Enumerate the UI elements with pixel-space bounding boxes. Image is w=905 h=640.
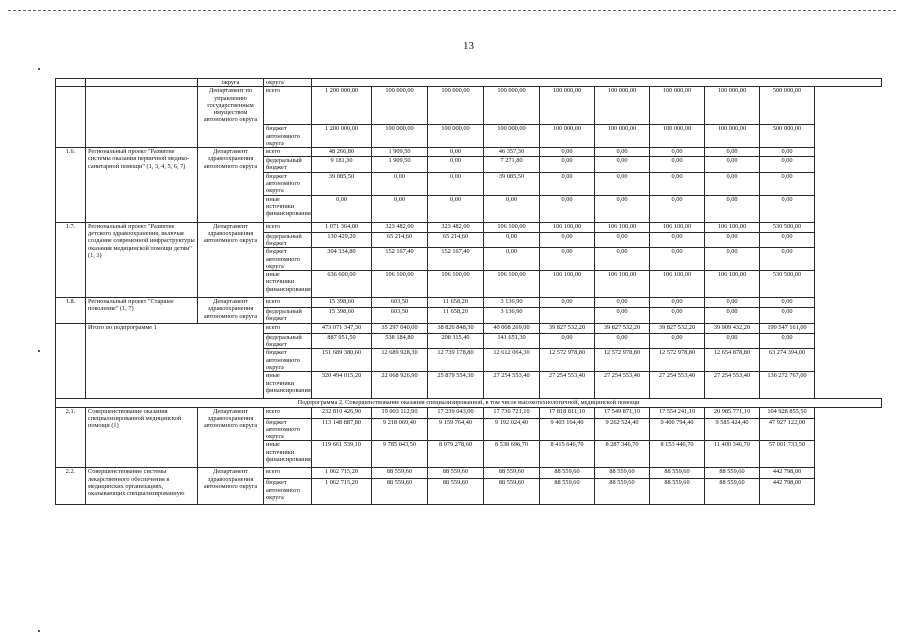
table-cell: 47 927 122,00 xyxy=(760,418,815,441)
table-cell: 27 254 553,40 xyxy=(540,372,595,399)
table-cell: 538 184,80 xyxy=(372,333,428,349)
table-cell: 0,00 xyxy=(540,148,595,157)
table-cell: 88 559,60 xyxy=(705,468,760,479)
table-cell: 0,00 xyxy=(540,333,595,349)
table-cell: 100 000,00 xyxy=(705,125,760,148)
table-cell: 130 429,20 xyxy=(312,232,372,248)
table-cell: 100 000,00 xyxy=(372,125,428,148)
table-cell: 17 549 871,10 xyxy=(595,407,650,418)
table-cell: 119 661 539,10 xyxy=(312,441,372,468)
table-cell: 106 100,00 xyxy=(705,271,760,298)
table-cell: 0,00 xyxy=(595,172,650,195)
table-cell: 11 658,20 xyxy=(428,308,484,324)
table-cell: Совершенствование оказания специализированной медицинской помощи (1) xyxy=(86,407,198,468)
table-row xyxy=(56,222,882,232)
table-cell: 106 100,00 xyxy=(372,271,428,298)
table-cell: 530 500,00 xyxy=(760,271,815,298)
table-row xyxy=(56,468,882,479)
table-cell: бюджет автономного округа xyxy=(264,125,312,148)
table-row xyxy=(56,87,882,125)
table-cell: бюджет автономного округа xyxy=(264,349,312,372)
table-cell: 0,00 xyxy=(428,195,484,222)
table-cell: 27 254 553,40 xyxy=(595,372,650,399)
table-cell: 0,00 xyxy=(760,308,815,324)
table-cell: 19 003 112,90 xyxy=(372,407,428,418)
margin-dot xyxy=(38,68,40,70)
table-cell: 636 600,00 xyxy=(312,271,372,298)
table-cell: 0,00 xyxy=(428,157,484,173)
table-cell: 15 398,60 xyxy=(312,308,372,324)
table-cell: 17 239 043,00 xyxy=(428,407,484,418)
table-cell: всего xyxy=(264,148,312,157)
table-cell: 0,00 xyxy=(705,195,760,222)
table-cell: 9 262 524,40 xyxy=(595,418,650,441)
table-cell: Департамент здравоохранения автономного округа xyxy=(198,148,264,222)
table-cell: 88 559,60 xyxy=(705,479,760,505)
table-cell: 12 689 928,30 xyxy=(372,349,428,372)
table-cell: 0,00 xyxy=(705,298,760,308)
table-cell: 39 827 532,20 xyxy=(540,323,595,333)
table-cell: 1 200 000,00 xyxy=(312,87,372,125)
table-cell: 136 272 767,00 xyxy=(760,372,815,399)
table-cell: 0,00 xyxy=(705,333,760,349)
table-cell: 106 100,00 xyxy=(484,271,540,298)
table-cell: Региональный проект "Старшее поколение" (1, 7) xyxy=(86,298,198,324)
table-cell: 12 572 978,80 xyxy=(595,349,650,372)
table-cell: 0,00 xyxy=(484,232,540,248)
table-cell: 1 909,50 xyxy=(372,157,428,173)
table-cell: 12 654 878,80 xyxy=(705,349,760,372)
table-cell: 12 572 978,80 xyxy=(540,349,595,372)
table-cell: Подпрограмма 2. Совершенствование оказания специализированной, в том числе высокотехнологичной, медицинской помощи xyxy=(56,399,882,407)
table-cell: 12 572 978,80 xyxy=(650,349,705,372)
table-cell: 88 559,60 xyxy=(372,479,428,505)
table-cell: 9 192 024,40 xyxy=(484,418,540,441)
table-cell: 3 136,90 xyxy=(484,308,540,324)
table-cell: 0,00 xyxy=(540,172,595,195)
table-cell: 65 214,60 xyxy=(428,232,484,248)
table-cell: 100 000,00 xyxy=(428,87,484,125)
table-cell: Департамент по управлению государственным имуществом автономного округа xyxy=(198,87,264,148)
table-cell: 46 357,30 xyxy=(484,148,540,157)
table-cell: 0,00 xyxy=(595,298,650,308)
scan-edge-line xyxy=(8,10,896,11)
table-cell: 88 559,60 xyxy=(428,468,484,479)
table-cell: иные источники финансирования xyxy=(264,372,312,399)
table-cell: 27 254 553,40 xyxy=(705,372,760,399)
table-row xyxy=(56,298,882,308)
margin-dot xyxy=(38,630,40,632)
table-cell: 1.6. xyxy=(56,148,86,222)
table-row xyxy=(56,148,882,157)
table-cell: округа xyxy=(264,79,312,87)
table-cell: бюджет автономного округа xyxy=(264,418,312,441)
table-cell: 88 559,60 xyxy=(372,468,428,479)
table-cell xyxy=(56,79,86,87)
table-cell: 232 810 426,90 xyxy=(312,407,372,418)
table-cell: 500 000,00 xyxy=(760,87,815,125)
table-cell: всего xyxy=(264,298,312,308)
table-cell: 40 008 269,00 xyxy=(484,323,540,333)
table-cell: 0,00 xyxy=(428,172,484,195)
table-cell: 27 254 553,40 xyxy=(650,372,705,399)
table-cell: 8 538 696,70 xyxy=(484,441,540,468)
table-cell: 208 115,40 xyxy=(428,333,484,349)
table-cell: 0,00 xyxy=(540,232,595,248)
table-cell: 88 559,60 xyxy=(484,479,540,505)
table-cell: 57 001 733,50 xyxy=(760,441,815,468)
table-cell: 0,00 xyxy=(595,308,650,324)
table-cell: 0,00 xyxy=(595,195,650,222)
table-cell: 1 071 364,00 xyxy=(312,222,372,232)
table-cell: 0,00 xyxy=(760,232,815,248)
table-cell: 88 559,60 xyxy=(650,468,705,479)
margin-dot xyxy=(38,350,40,352)
table-cell: 88 559,60 xyxy=(540,468,595,479)
table-cell: 88 559,60 xyxy=(650,479,705,505)
table-cell: 0,00 xyxy=(760,248,815,271)
table-cell: 2.2. xyxy=(56,468,86,505)
table-cell: иные источники финансирования xyxy=(264,441,312,468)
table-cell: 100 000,00 xyxy=(595,87,650,125)
table-cell: 0,00 xyxy=(372,195,428,222)
table-cell: 323 482,00 xyxy=(372,222,428,232)
table-cell: федеральный бюджет xyxy=(264,308,312,324)
table-cell: 0,00 xyxy=(540,248,595,271)
table-cell: Департамент здравоохранения автономного округа xyxy=(198,298,264,324)
table-cell: 473 071 347,30 xyxy=(312,323,372,333)
table-cell: 0,00 xyxy=(312,195,372,222)
table-cell: 0,00 xyxy=(595,148,650,157)
page-number: 13 xyxy=(463,40,474,52)
table-cell: Совершенствование системы лекарственного обеспечения в медицинских организациях, оказывающих специализированную xyxy=(86,468,198,505)
table-cell: 25 879 554,30 xyxy=(428,372,484,399)
table-cell: Департамент здравоохранения автономного округа xyxy=(198,407,264,468)
table-cell: 0,00 xyxy=(760,157,815,173)
table-cell: федеральный бюджет xyxy=(264,232,312,248)
table-cell: 1 062 715,20 xyxy=(312,468,372,479)
table-cell: 0,00 xyxy=(540,195,595,222)
table-cell: 0,00 xyxy=(705,308,760,324)
table-cell: 39 085,50 xyxy=(312,172,372,195)
table-cell xyxy=(86,87,198,148)
table-cell: 12 612 064,30 xyxy=(484,349,540,372)
table-cell: 603,50 xyxy=(372,298,428,308)
table-cell: всего xyxy=(264,407,312,418)
table-cell: 1 062 715,20 xyxy=(312,479,372,505)
table-cell: всего xyxy=(264,222,312,232)
table-cell: 0,00 xyxy=(760,172,815,195)
table-cell: 0,00 xyxy=(760,333,815,349)
table-cell: 2.1. xyxy=(56,407,86,468)
table-cell: 113 148 887,80 xyxy=(312,418,372,441)
table-cell: 48 266,80 xyxy=(312,148,372,157)
table-cell: 100 000,00 xyxy=(484,87,540,125)
table-cell xyxy=(312,79,882,87)
table-cell: 500 000,00 xyxy=(760,125,815,148)
table-cell: 0,00 xyxy=(595,248,650,271)
table-cell: Региональный проект "Развитие детского здравоохранения, включая создание современной инфраструктуры оказания медицинской помощи детям" (1, 3) xyxy=(86,222,198,297)
table-cell: 17 730 721,10 xyxy=(484,407,540,418)
table-cell: округа xyxy=(198,79,264,87)
table-cell: 0,00 xyxy=(705,157,760,173)
table-cell: 27 254 553,40 xyxy=(484,372,540,399)
table-cell: 88 559,60 xyxy=(595,468,650,479)
table-cell xyxy=(86,79,198,87)
table-cell: всего xyxy=(264,87,312,125)
table-cell: 887 951,50 xyxy=(312,333,372,349)
table-row xyxy=(56,399,882,407)
table-cell: 9 159 764,40 xyxy=(428,418,484,441)
table-cell: 0,00 xyxy=(595,232,650,248)
table-cell: иные источники финансирования xyxy=(264,271,312,298)
table-cell: 323 482,00 xyxy=(428,222,484,232)
table-cell: всего xyxy=(264,323,312,333)
table-cell: 0,00 xyxy=(595,157,650,173)
table-cell: 0,00 xyxy=(705,248,760,271)
table-cell: 141 651,30 xyxy=(484,333,540,349)
table-cell: 1 200 000,00 xyxy=(312,125,372,148)
table-cell: 0,00 xyxy=(650,195,705,222)
table-cell: 199 547 161,00 xyxy=(760,323,815,333)
table-cell: 100 000,00 xyxy=(595,125,650,148)
table-cell: 9 785 043,50 xyxy=(372,441,428,468)
table-cell: 106 100,00 xyxy=(650,222,705,232)
table-cell: 1.7. xyxy=(56,222,86,297)
table-cell: 106 100,00 xyxy=(484,222,540,232)
table-cell: 0,00 xyxy=(760,195,815,222)
table-cell: 530 500,00 xyxy=(760,222,815,232)
table-cell: 151 689 380,60 xyxy=(312,349,372,372)
table-row xyxy=(56,407,882,418)
table-cell: 11 658,20 xyxy=(428,298,484,308)
table-cell: 22 068 926,90 xyxy=(372,372,428,399)
table-cell: 7 271,80 xyxy=(484,157,540,173)
table-cell: 0,00 xyxy=(650,148,705,157)
table-cell: 0,00 xyxy=(650,172,705,195)
table-cell: 8 287 346,70 xyxy=(595,441,650,468)
table-cell: 12 739 178,80 xyxy=(428,349,484,372)
table-cell: бюджет автономного округа xyxy=(264,479,312,505)
table-cell: 11 400 346,70 xyxy=(705,441,760,468)
table-cell: 0,00 xyxy=(540,157,595,173)
table-cell: 106 100,00 xyxy=(650,271,705,298)
table-cell: Итого по подпрограмме 1 xyxy=(86,323,264,398)
table-cell: бюджет автономного округа xyxy=(264,248,312,271)
table-cell: 100 000,00 xyxy=(540,125,595,148)
table-cell: 20 985 771,10 xyxy=(705,407,760,418)
table-cell: 88 559,60 xyxy=(428,479,484,505)
table-cell: Региональный проект "Развитие системы оказания первичной медико-санитарной помощи" (1, 3, 4, 5, 6, 7) xyxy=(86,148,198,222)
table-cell: 39 827 532,20 xyxy=(595,323,650,333)
table-cell: 0,00 xyxy=(760,148,815,157)
table-cell: 442 798,00 xyxy=(760,479,815,505)
table-cell: 0,00 xyxy=(760,298,815,308)
table-cell: 39 085,50 xyxy=(484,172,540,195)
table-cell: 0,00 xyxy=(705,232,760,248)
table-row xyxy=(56,79,882,87)
table-cell: 0,00 xyxy=(428,148,484,157)
table-cell: 8 415 646,70 xyxy=(540,441,595,468)
table-cell xyxy=(540,308,595,324)
table-cell: 100 000,00 xyxy=(650,125,705,148)
table-cell: 0,00 xyxy=(705,148,760,157)
table-cell: 1 909,50 xyxy=(372,148,428,157)
table-cell: 603,50 xyxy=(372,308,428,324)
table-cell: 152 167,40 xyxy=(372,248,428,271)
table-cell: иные источники финансирования xyxy=(264,195,312,222)
table-cell: 304 334,80 xyxy=(312,248,372,271)
table-cell: 320 494 015,20 xyxy=(312,372,372,399)
table-cell: 3 136,90 xyxy=(484,298,540,308)
funding-table xyxy=(55,78,882,505)
table-cell: федеральный бюджет xyxy=(264,333,312,349)
table-cell: 88 559,60 xyxy=(540,479,595,505)
table-cell: 1.8. xyxy=(56,298,86,324)
table-cell: 17 554 241,10 xyxy=(650,407,705,418)
table-cell: 0,00 xyxy=(650,248,705,271)
table-cell: 0,00 xyxy=(372,172,428,195)
table-cell: 39 827 532,20 xyxy=(650,323,705,333)
table-cell: 0,00 xyxy=(595,333,650,349)
table-cell: 0,00 xyxy=(650,157,705,173)
table-cell: 88 559,60 xyxy=(595,479,650,505)
table-cell: 106 100,00 xyxy=(595,222,650,232)
table-cell: бюджет автономного округа xyxy=(264,172,312,195)
table-cell: 106 100,00 xyxy=(595,271,650,298)
table-cell: 65 214,60 xyxy=(372,232,428,248)
table-cell: 8 079 278,60 xyxy=(428,441,484,468)
table-cell: 63 274 394,00 xyxy=(760,349,815,372)
table-cell: 106 100,00 xyxy=(428,271,484,298)
table-cell: федеральный бюджет xyxy=(264,157,312,173)
table-cell: 88 559,60 xyxy=(484,468,540,479)
table-cell: 0,00 xyxy=(705,172,760,195)
table-cell: 152 167,40 xyxy=(428,248,484,271)
table-cell: 39 909 432,20 xyxy=(705,323,760,333)
table-cell: 106 100,00 xyxy=(540,271,595,298)
table-cell: 0,00 xyxy=(484,248,540,271)
table-cell: 9 181,30 xyxy=(312,157,372,173)
table-cell: 106 100,00 xyxy=(540,222,595,232)
table-cell xyxy=(56,87,86,148)
table-cell: 0,00 xyxy=(484,195,540,222)
table-cell: 100 000,00 xyxy=(540,87,595,125)
table-cell: 35 297 040,00 xyxy=(372,323,428,333)
table-cell: 0,00 xyxy=(650,232,705,248)
table-cell: 9 585 424,40 xyxy=(705,418,760,441)
table-cell: 100 000,00 xyxy=(705,87,760,125)
table-cell: Департамент здравоохранения автономного округа xyxy=(198,468,264,505)
table-cell: 38 826 848,30 xyxy=(428,323,484,333)
table-cell: 0,00 xyxy=(650,308,705,324)
table-cell: 106 100,00 xyxy=(705,222,760,232)
table-cell: 9 403 164,40 xyxy=(540,418,595,441)
table-cell: 15 398,60 xyxy=(312,298,372,308)
table-cell: 0,00 xyxy=(540,298,595,308)
table-cell: всего xyxy=(264,468,312,479)
table-cell: 442 798,00 xyxy=(760,468,815,479)
table-cell: 9 218 069,40 xyxy=(372,418,428,441)
table-cell: Департамент здравоохранения автономного округа xyxy=(198,222,264,297)
table-cell: 0,00 xyxy=(650,333,705,349)
table-cell xyxy=(56,323,86,398)
table-cell: 100 000,00 xyxy=(428,125,484,148)
table-row xyxy=(56,323,882,333)
table-cell: 104 928 855,50 xyxy=(760,407,815,418)
table-body xyxy=(56,79,882,505)
table-cell: 100 000,00 xyxy=(372,87,428,125)
table-cell: 8 153 446,70 xyxy=(650,441,705,468)
table-cell: 17 818 811,10 xyxy=(540,407,595,418)
table-cell: 0,00 xyxy=(650,298,705,308)
table-cell: 9 400 794,40 xyxy=(650,418,705,441)
table-cell: 100 000,00 xyxy=(650,87,705,125)
table-cell: 100 000,00 xyxy=(484,125,540,148)
